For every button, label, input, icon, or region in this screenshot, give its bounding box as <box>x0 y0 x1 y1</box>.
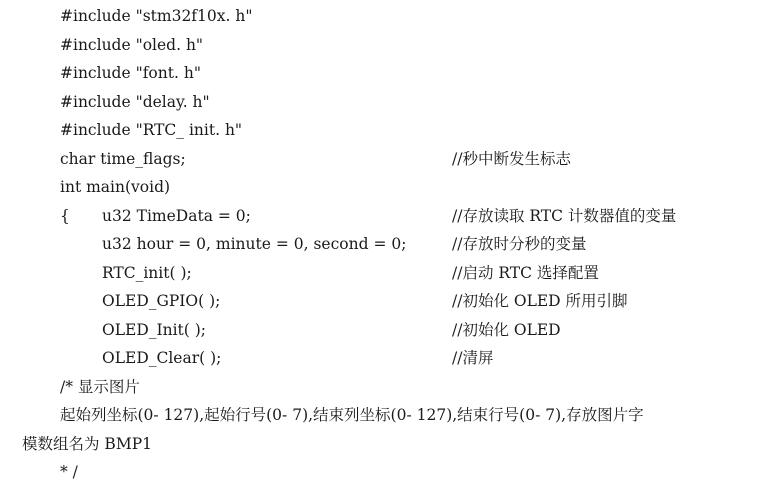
time-vars-line: u32 hour = 0, minute = 0, second = 0; <box>102 235 407 253</box>
comment-paragraph-line-2: 模数组名为 BMP1 <box>22 435 152 453</box>
main-signature-line: int main(void) <box>60 178 171 196</box>
oled-gpio-comment: //初始化 OLED 所用引脚 <box>452 292 628 310</box>
timedata-comment: //存放读取 RTC 计数器值的变量 <box>452 207 677 225</box>
oled-init-comment: //初始化 OLED <box>452 321 561 339</box>
oled-gpio-line: OLED_GPIO( ); <box>102 292 221 310</box>
include-line-4: #include "delay. h" <box>60 93 210 111</box>
timedata-line: u32 TimeData = 0; <box>102 207 251 225</box>
include-line-2: #include "oled. h" <box>60 36 204 54</box>
var-declaration-line: char time_flags; <box>60 150 186 168</box>
rtc-init-line: RTC_init( ); <box>102 264 192 282</box>
oled-clear-comment: //清屏 <box>452 349 494 367</box>
var-declaration-comment: //秒中断发生标志 <box>452 150 571 168</box>
comment-block-open: /* 显示图片 <box>60 378 140 396</box>
open-brace: { <box>60 207 70 225</box>
comment-paragraph-line-1: 起始列坐标(0- 127),起始行号(0- 7),结束列坐标(0- 127),结束行号(0- 7),存放图片字 <box>60 406 644 424</box>
oled-clear-line: OLED_Clear( ); <box>102 349 222 367</box>
include-line-3: #include "font. h" <box>60 64 201 82</box>
include-line-5: #include "RTC_ init. h" <box>60 121 243 139</box>
rtc-init-comment: //启动 RTC 选择配置 <box>452 264 599 282</box>
oled-init-line: OLED_Init( ); <box>102 321 207 339</box>
time-vars-comment: //存放时分秒的变量 <box>452 235 587 253</box>
include-line-1: #include "stm32f10x. h" <box>60 7 253 25</box>
comment-block-close: * / <box>60 463 78 481</box>
